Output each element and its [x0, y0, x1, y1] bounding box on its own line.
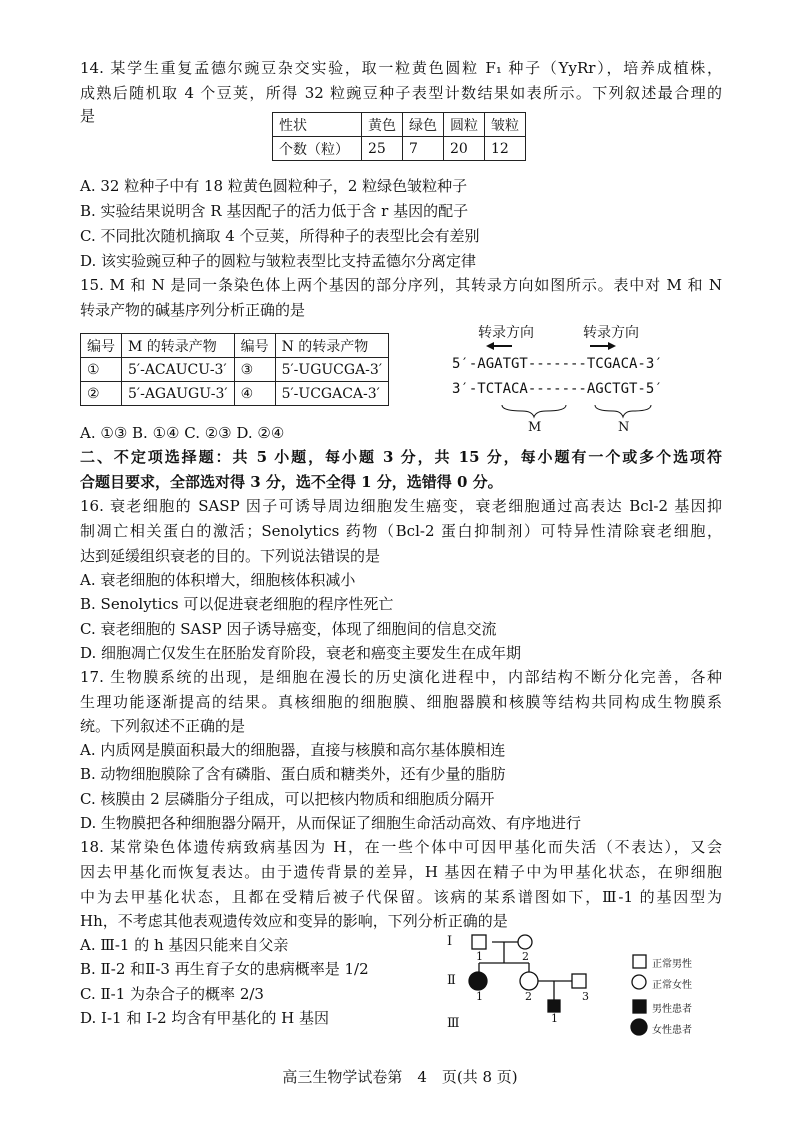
- q16-option-d: D. 细胞凋亡仅发生在胚胎发育阶段，衰老和癌变主要发生在成年期: [80, 644, 522, 662]
- gene-n-label: N: [618, 420, 630, 435]
- q15-stem: 转录产物的碱基序列分析正确的是: [80, 301, 306, 319]
- cell: 5′-UGUCGA-3′: [275, 358, 388, 382]
- q18-option-a: A. Ⅲ-1 的 h 基因只能来自父亲: [80, 936, 289, 954]
- q16-option-a: A. 衰老细胞的体积增大，细胞核体积减小: [80, 571, 356, 589]
- individual-number: 1: [476, 950, 483, 963]
- q14-table: [272, 112, 526, 161]
- q15-options: A. ①③ B. ①④ C. ②③ D. ②④: [80, 424, 285, 442]
- cell: 性状: [273, 113, 362, 137]
- brace-m: [502, 405, 566, 417]
- individual-number: 2: [522, 950, 529, 963]
- q17-option-c: C. 核膜由 2 层磷脂分子组成，可以把核内物质和细胞质分隔开: [80, 790, 495, 808]
- legend-normal-female-icon: [632, 975, 646, 989]
- cell: ①: [81, 358, 122, 382]
- page-footer: 高三生物学试卷第 4 页(共 8 页): [282, 1068, 518, 1086]
- arrow-left-icon: [486, 342, 512, 350]
- q15-stem: 15. M 和 N 是同一条染色体上两个基因的部分序列，其转录方向如图所示。表中对 M 和 N: [80, 276, 722, 294]
- q14-stem: 14. 某学生重复孟德尔豌豆杂交实验，取一粒黄色圆粒 F₁ 种子（YyRr），培养成植株，: [80, 59, 722, 77]
- generation-label: Ⅰ: [447, 934, 453, 949]
- q14-option-d: D. 该实验豌豆种子的圆粒与皱粒表型比支持孟德尔分离定律: [80, 252, 477, 270]
- generation-label: Ⅲ: [447, 1016, 460, 1031]
- strand-top: 5′-AGATGT-------TCGACA-3′: [452, 356, 663, 372]
- q18-option-b: B. Ⅱ-2 和Ⅱ-3 再生育子女的患病概率是 1/2: [80, 960, 369, 978]
- cell: 20: [444, 137, 485, 161]
- pedigree-normal-male: [472, 935, 486, 949]
- q18-stem: 因去甲基化而恢复表达。由于遗传背景的差异，H 基因在精子中为甲基化状态，在卵细胞: [80, 863, 722, 881]
- legend-label: 正常男性: [652, 959, 692, 970]
- cell: 圆粒: [444, 113, 485, 137]
- cell: 5′-AGAUGU-3′: [122, 382, 235, 406]
- q15-table: [80, 333, 389, 406]
- q17-stem: 17. 生物膜系统的出现，是细胞在漫长的历史演化进程中，内部结构不断分化完善，各种: [80, 668, 722, 686]
- section-heading: 合题目要求，全部选对得 3 分，选不全得 1 分，选错得 0 分。: [80, 473, 503, 491]
- q18-stem: 18. 某常染色体遗传病致病基因为 H，在一些个体中可因甲基化而失活（不表达），又会: [80, 838, 722, 856]
- cell: 绿色: [403, 113, 444, 137]
- cell: 编号: [81, 334, 122, 358]
- gene-m-label: M: [528, 420, 542, 435]
- cell: ④: [234, 382, 275, 406]
- q16-stem: 达到延缓组织衰老的目的。下列说法错误的是: [80, 547, 381, 565]
- legend-affected-male-icon: [633, 1000, 646, 1013]
- cell: 黄色: [362, 113, 403, 137]
- pedigree-normal-male: [572, 974, 586, 988]
- cell: N 的转录产物: [275, 334, 388, 358]
- individual-number: 3: [582, 990, 589, 1003]
- pedigree-normal-female: [518, 935, 532, 949]
- q14-option-c: C. 不同批次随机摘取 4 个豆荚，所得种子的表型比会有差别: [80, 227, 480, 245]
- q17-option-d: D. 生物膜把各种细胞器分隔开，从而保证了细胞生命活动高效、有序地进行: [80, 814, 582, 832]
- q17-stem: 统。下列叙述不正确的是: [80, 717, 246, 735]
- cell: M 的转录产物: [122, 334, 235, 358]
- cell: ③: [234, 358, 275, 382]
- q14-stem: 成熟后随机取 4 个豆荚，所得 32 粒豌豆种子表型计数结果如表所示。下列叙述最合理的: [80, 84, 722, 102]
- legend-label: 正常女性: [652, 980, 692, 991]
- q14-option-a: A. 32 粒种子中有 18 粒黄色圆粒种子，2 粒绿色皱粒种子: [80, 177, 468, 195]
- cell: 5′-ACAUCU-3′: [122, 358, 235, 382]
- q16-stem: 制凋亡相关蛋白的激活；Senolytics 药物（Bcl-2 蛋白抑制剂）可特异性清除衰老细胞，: [80, 522, 722, 540]
- q17-option-b: B. 动物细胞膜除了含有磷脂、蛋白质和糖类外，还有少量的脂肪: [80, 765, 506, 783]
- q14-option-b: B. 实验结果说明含 R 基因配子的活力低于含 r 基因的配子: [80, 202, 469, 220]
- q17-option-a: A. 内质网是膜面积最大的细胞器，直接与核膜和高尔基体膜相连: [80, 741, 506, 759]
- section-heading: 二、不定项选择题：共 5 小题，每小题 3 分，共 15 分，每小题有一个或多个选项符: [80, 448, 722, 466]
- cell: 25: [362, 137, 403, 161]
- individual-number: 1: [551, 1012, 558, 1025]
- q16-option-b: B. Senolytics 可以促进衰老细胞的程序性死亡: [80, 595, 394, 613]
- q18-stem: 中为去甲基化状态，且都在受精后被子代保留。该病的某系谱图如下，Ⅲ-1 的基因型为: [80, 888, 722, 906]
- generation-label: Ⅱ: [447, 973, 456, 988]
- pedigree-normal-female: [520, 972, 538, 990]
- arrow-right-icon: [590, 342, 616, 350]
- q18-stem: Hh，不考虑其他表观遗传效应和变异的影响，下列分析正确的是: [80, 912, 508, 930]
- q18-option-c: C. Ⅱ-1 为杂合子的概率 2/3: [80, 985, 264, 1003]
- q16-stem: 16. 衰老细胞的 SASP 因子可诱导周边细胞发生癌变，衰老细胞通过高表达 Bcl-2 基因抑: [80, 497, 722, 515]
- direction-label-left: 转录方向: [478, 325, 534, 341]
- q16-option-c: C. 衰老细胞的 SASP 因子诱导癌变，体现了细胞间的信息交流: [80, 620, 497, 638]
- cell: 12: [485, 137, 526, 161]
- q14-stem: 是: [80, 107, 96, 125]
- q18-option-d: D. I-1 和 I-2 均含有甲基化的 H 基因: [80, 1009, 330, 1027]
- individual-number: 1: [476, 990, 483, 1003]
- legend-normal-male-icon: [633, 955, 646, 968]
- cell: 编号: [234, 334, 275, 358]
- strand-bottom: 3′-TCTACA-------AGCTGT-5′: [452, 381, 663, 397]
- pedigree-affected-female: [469, 972, 487, 990]
- q17-stem: 生理功能逐渐提高的结果。真核细胞的细胞膜、细胞器膜和核膜等结构共同构成生物膜系: [80, 693, 722, 711]
- legend-label: 女性患者: [652, 1025, 692, 1036]
- legend-affected-female-icon: [631, 1019, 647, 1035]
- direction-label-right: 转录方向: [583, 325, 639, 341]
- cell: 个数（粒）: [273, 137, 362, 161]
- legend-label: 男性患者: [652, 1004, 692, 1015]
- cell: 5′-UCGACA-3′: [275, 382, 388, 406]
- cell: 皱粒: [485, 113, 526, 137]
- brace-n: [595, 405, 651, 417]
- individual-number: 2: [525, 990, 532, 1003]
- cell: ②: [81, 382, 122, 406]
- cell: 7: [403, 137, 444, 161]
- pedigree-affected-male: [548, 1000, 560, 1012]
